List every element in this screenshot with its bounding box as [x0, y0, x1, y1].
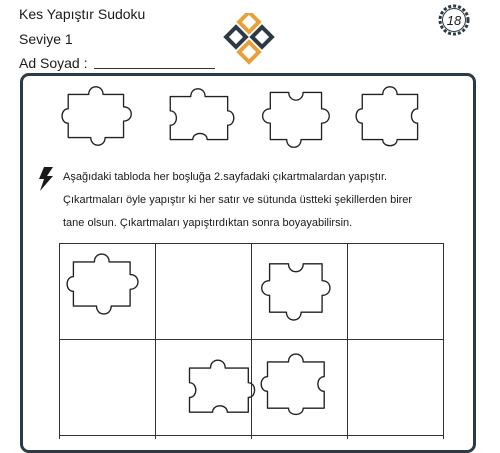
- puzzle-piece-icon: [258, 80, 340, 152]
- sudoku-grid: [59, 243, 444, 439]
- sudoku-cell[interactable]: [251, 339, 347, 435]
- sudoku-cell[interactable]: [347, 339, 443, 435]
- diamond-logo-icon: [218, 13, 282, 73]
- sudoku-cell[interactable]: [347, 243, 443, 339]
- instruction-line: Çıkartmaları öyle yapıştır ki her satır ve sütunda üstteki şekillerden birer: [63, 194, 413, 206]
- puzzle-piece-icon: [60, 80, 142, 152]
- sudoku-cell[interactable]: [251, 243, 347, 339]
- name-label: Ad Soyad :: [19, 55, 88, 71]
- name-write-line: [94, 68, 215, 69]
- puzzle-piece-icon: [160, 80, 242, 152]
- instruction-line: Aşağıdaki tabloda her boşluğa 2.sayfadaki çıkartmalardan yapıştır.: [63, 171, 388, 183]
- sudoku-cell[interactable]: [155, 243, 251, 339]
- gear-badge-icon: [437, 3, 471, 37]
- sudoku-cell[interactable]: [59, 243, 155, 339]
- puzzle-piece-icon: [352, 80, 434, 152]
- instructions: [63, 166, 453, 235]
- sudoku-cell[interactable]: [59, 339, 155, 435]
- lightning-bolt-icon: [37, 166, 55, 192]
- grid-line: [443, 243, 444, 439]
- page-number: 18: [446, 13, 462, 28]
- sudoku-cell[interactable]: [155, 339, 251, 435]
- puzzle-piece-icon: [257, 251, 341, 325]
- instruction-line: tane olsun. Çıkartmaları yapıştırdıktan sonra boyayabilirsin.: [63, 217, 353, 229]
- worksheet-title: Kes Yapıştır Sudoku: [19, 6, 146, 22]
- puzzle-piece-icon: [257, 347, 341, 421]
- level-label: Seviye 1: [19, 31, 73, 47]
- puzzle-piece-icon: [65, 247, 149, 321]
